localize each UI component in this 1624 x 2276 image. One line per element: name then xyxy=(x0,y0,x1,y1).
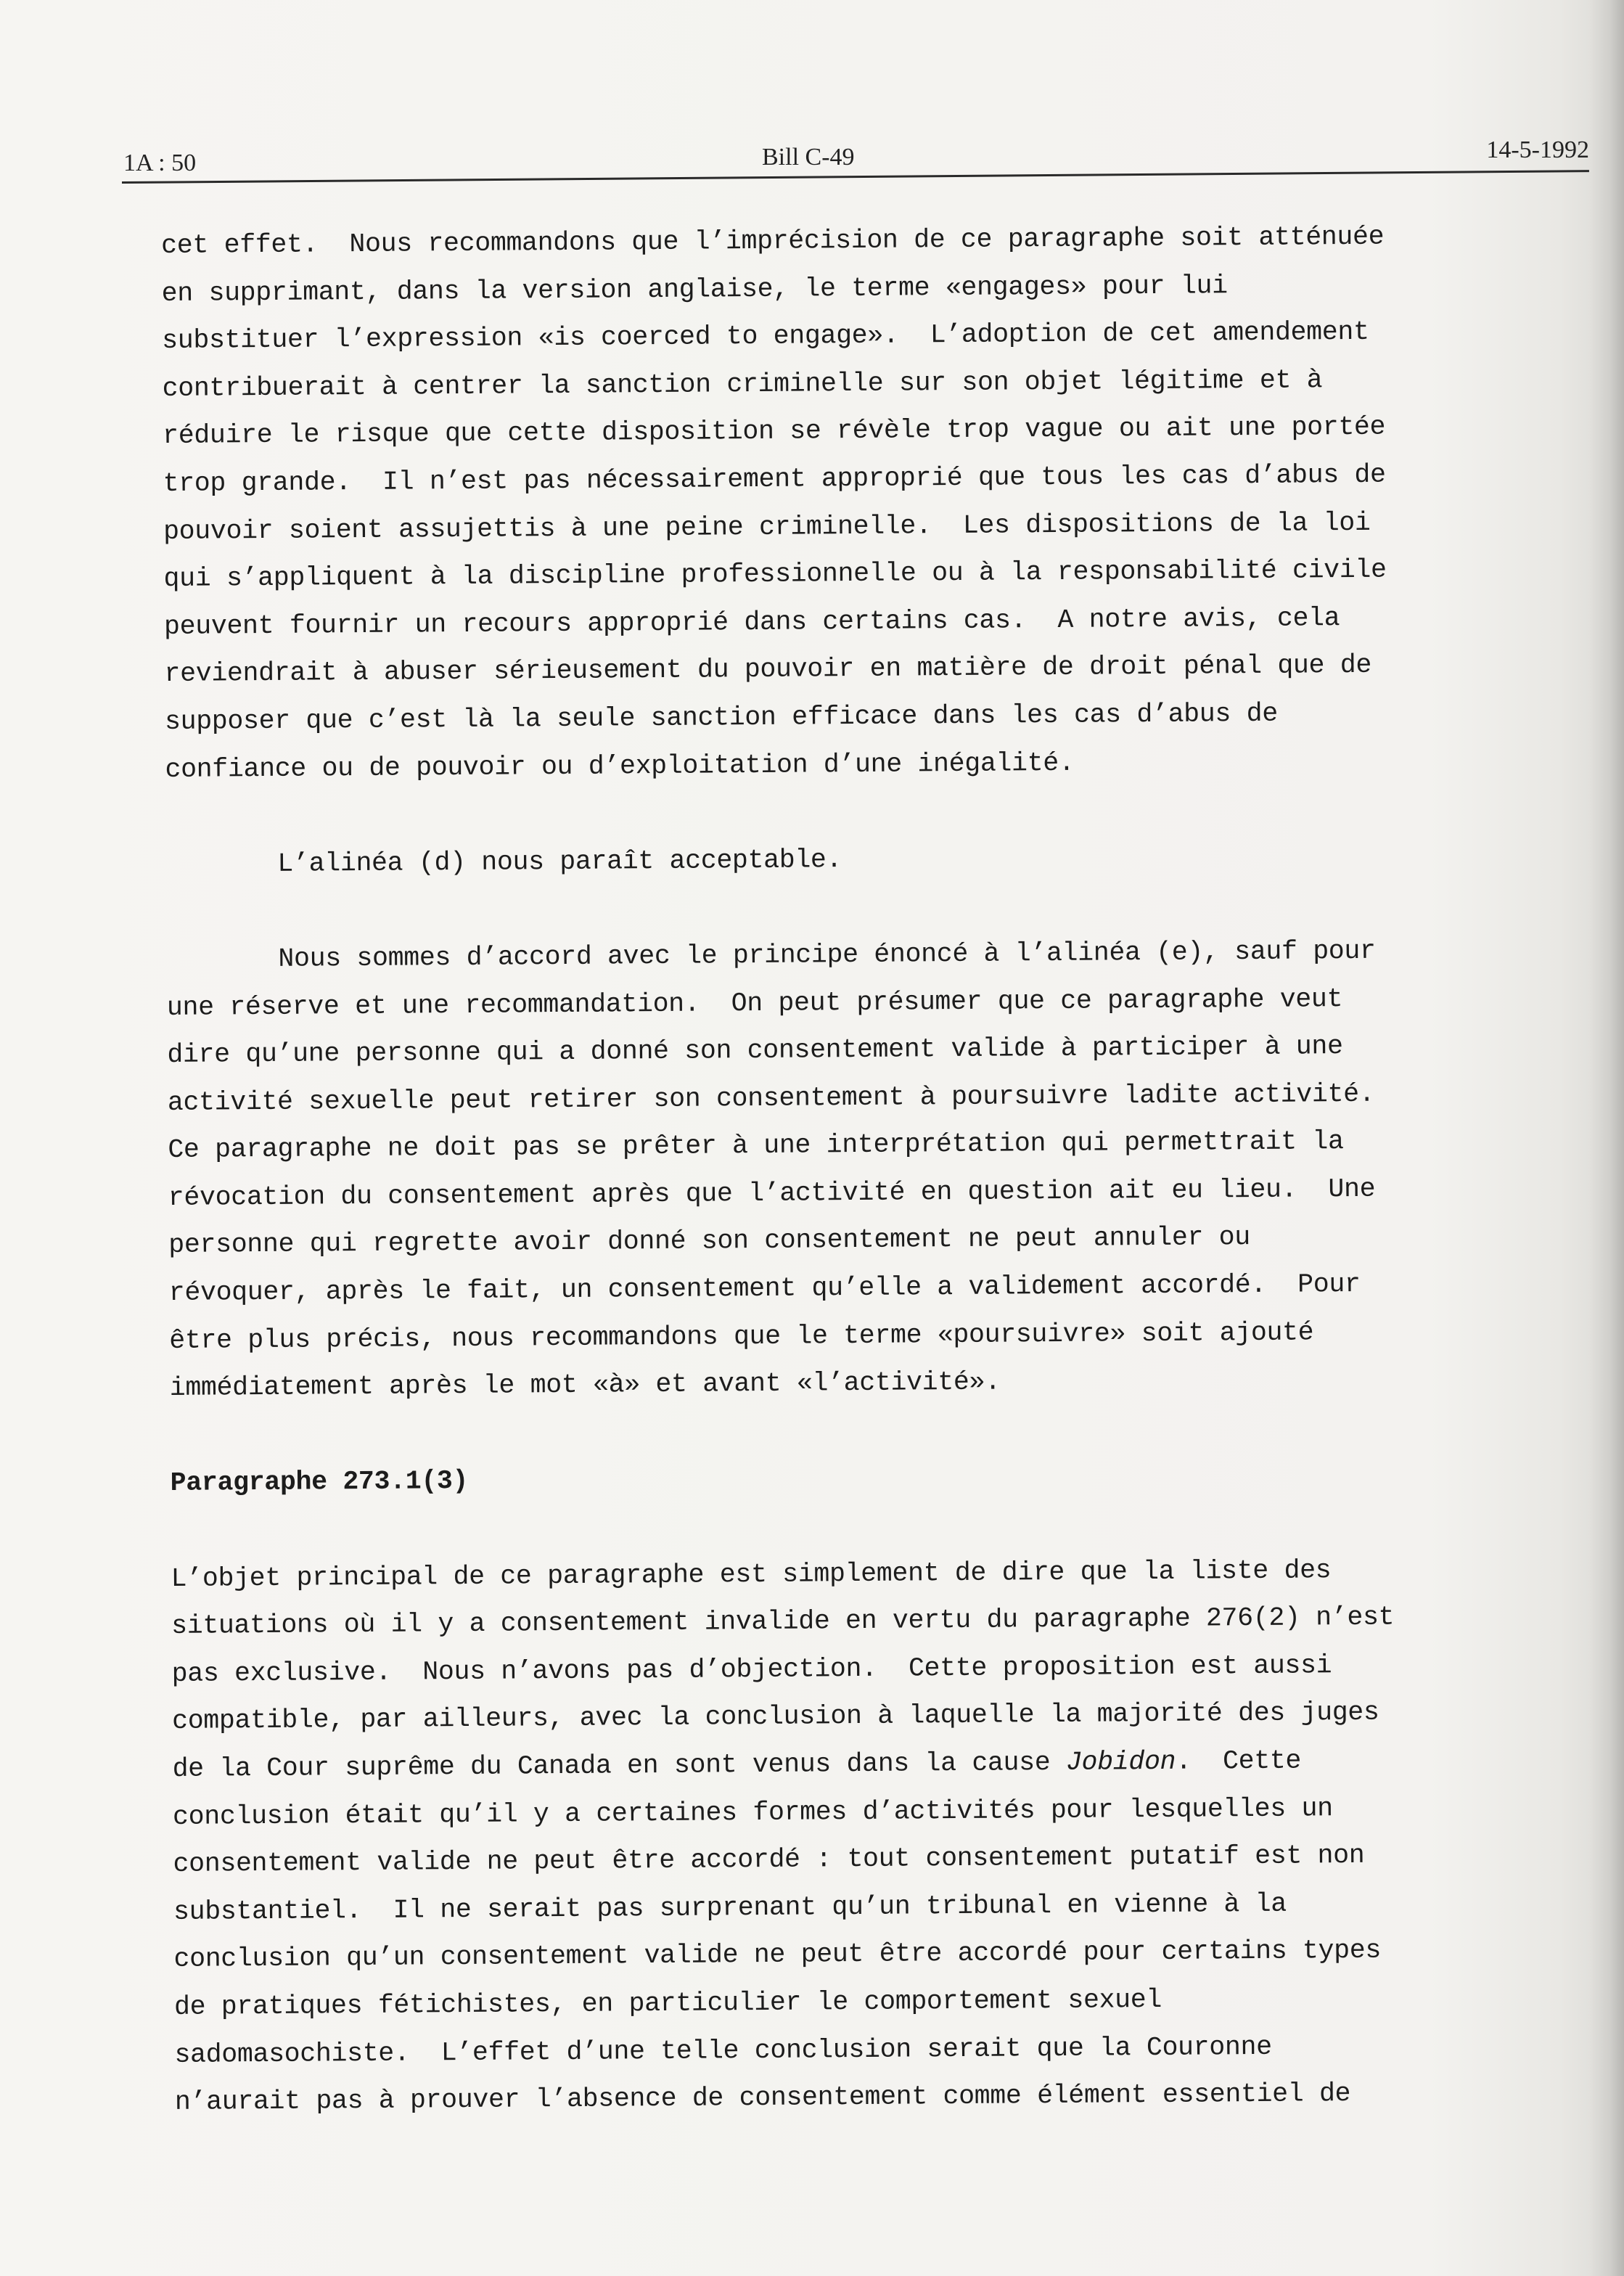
text-line: compatible, par ailleurs, avec la conclusion à laquelle la majorité des juges xyxy=(171,1698,1379,1737)
text-line: n’aurait pas à prouver l’absence de consentement comme élément essentiel de xyxy=(174,2079,1351,2118)
page-edge-shadow xyxy=(1589,0,1624,2276)
text-line: qui s’appliquent à la discipline professionnelle ou à la responsabilité civile xyxy=(163,554,1387,594)
text-line: situations où il y a consentement invalide en vertu du paragraphe 276(2) n’est xyxy=(171,1602,1395,1642)
text-line: réduire le risque que cette disposition se révèle trop vague ou ait une portée xyxy=(163,412,1386,451)
header-bill-title: Bill C-49 xyxy=(762,144,855,171)
text-line: activité sexuelle peut retirer son consentement à poursuivre ladite activité. xyxy=(167,1078,1375,1118)
document-body xyxy=(161,212,1568,2126)
text-line: de pratiques fétichistes, en particulier le comportement sexuel xyxy=(173,1984,1162,2022)
text-line: personne qui regrette avoir donné son consentement ne peut annuler ou xyxy=(168,1222,1251,1261)
text-line: supposer que c’est là la seule sanction efficace dans les cas d’abus de xyxy=(164,698,1279,737)
case-name: Jobidon xyxy=(1065,1746,1176,1777)
text-line: consentement valide ne peut être accordé : tout consentement putatif est non xyxy=(173,1841,1365,1880)
text-line: révoquer, après le fait, un consentement qu’elle a validement accordé. Pour xyxy=(168,1269,1361,1309)
text-line: être plus précis, nous recommandons que le terme «poursuivre» soit ajouté xyxy=(169,1317,1314,1356)
text-line: substantiel. Il ne serait pas surprenant qu’un tribunal en vienne à la xyxy=(173,1888,1287,1927)
text-line: conclusion était qu’il y a certaines formes d’activités pour lesquelles un xyxy=(172,1793,1333,1832)
text-line: reviendrait à abuser sérieusement du pouvoir en matière de droit pénal que de xyxy=(164,650,1372,689)
text-line: sadomasochiste. L’effet d’une telle conclusion serait que la Couronne xyxy=(174,2031,1272,2070)
text-line: Nous sommes d’accord avec le principe énoncé à l’alinéa (e), sauf pour xyxy=(278,936,1376,974)
text-line: conclusion qu’un consentement valide ne peut être accordé pour certains types xyxy=(173,1936,1382,1975)
paragraph-1 xyxy=(161,212,1559,793)
text-line: pas exclusive. Nous n’avons pas d’objection. Cette proposition est aussi xyxy=(171,1650,1332,1689)
header-page-ref: 1A : 50 xyxy=(123,150,197,176)
text-line: immédiatement après le mot «à» et avant «l’activité». xyxy=(169,1367,1001,1404)
text-line: pouvoir soient assujettis à une peine criminelle. Les dispositions de la loi xyxy=(163,507,1371,547)
text-line: confiance ou de pouvoir ou d’exploitation d’une inégalité. xyxy=(165,748,1075,785)
text-line: L’alinéa (d) nous paraît acceptable. xyxy=(277,844,842,879)
text-line: révocation du consentement après que l’activité en question ait eu lieu. Une xyxy=(168,1174,1376,1213)
text-line: une réserve et une recommandation. On peut présumer que ce paragraphe veut xyxy=(166,983,1343,1023)
section-heading-text: Paragraphe 273.1(3) xyxy=(170,1466,469,1499)
text-line: en supprimant, dans la version anglaise, le terme «engages» pour lui xyxy=(161,270,1228,308)
text-line: substituer l’expression «is coerced to engage». L’adoption de cet amendement xyxy=(162,316,1369,356)
text-line: L’objet principal de ce paragraphe est simplement de dire que la liste des xyxy=(171,1555,1332,1594)
text-line: de la Cour suprême du Canada en sont venus dans la cause Jobidon. Cette xyxy=(172,1745,1302,1784)
paragraph-3 xyxy=(166,926,1563,1412)
paragraph-4 xyxy=(171,1545,1568,2126)
text-line: Ce paragraphe ne doit pas se prêter à une interprétation qui permettrait la xyxy=(168,1126,1344,1166)
text-line: dire qu’une personne qui a donné son consentement valide à participer à une xyxy=(167,1031,1343,1071)
text-line: trop grande. Il n’est pas nécessairement approprié que tous les cas d’abus de xyxy=(163,459,1386,499)
text-line: cet effet. Nous recommandons que l’imprécision de ce paragraphe soit atténuée xyxy=(161,221,1385,261)
text-line: peuvent fournir un recours approprié dans certains cas. A notre avis, cela xyxy=(163,602,1340,642)
text-line: contribuerait à centrer la sanction criminelle sur son objet légitime et à xyxy=(162,365,1323,404)
header-date: 14-5-1992 xyxy=(1486,136,1589,163)
